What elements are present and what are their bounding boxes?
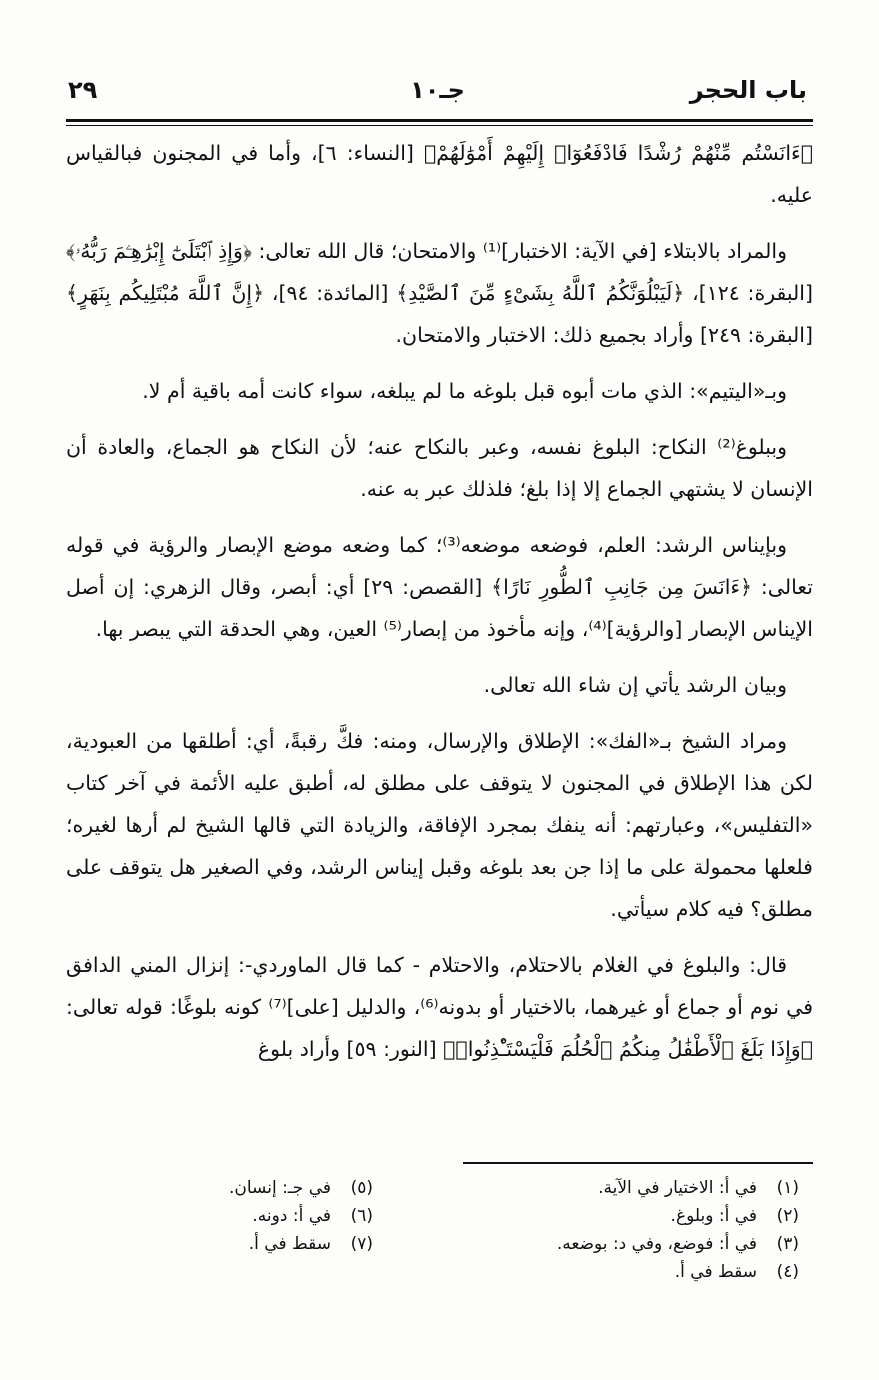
- paragraph: قال: والبلوغ في الغلام بالاحتلام، والاحتلام - كما قال الماوردي-: إنزال المني الدافق في نوم أو جماع أو غيرهما، بالاختيار أو بدونه⁽⁶⁾، والدليل [على]⁽⁷⁾ كونه بلوغًا: قوله تعالى: ﴿وَإِذَا بَلَغَ ٱلْأَطْفَٰلُ مِنكُمُ ٱلْحُلُمَ فَلْيَسْتَـْٔذِنُوا۟﴾ [النور: ٥٩] وأراد بلوغ: [66, 953, 813, 1061]
- page-number: ٢٩: [68, 76, 98, 104]
- footnote: (٥)في جـ: إنسان.: [228, 1178, 373, 1198]
- header-rule-thick: [66, 119, 813, 122]
- main-text: [66, 132, 813, 1084]
- header-rule-thin: [66, 125, 813, 126]
- footnotes-column-left: [113, 1174, 373, 1258]
- footnotes: [66, 1174, 813, 1314]
- footnote-separator: [463, 1162, 813, 1164]
- volume-label: جـ١٠: [410, 76, 465, 104]
- page-header: [68, 72, 807, 112]
- paragraph: وبيان الرشد يأتي إن شاء الله تعالى.: [483, 673, 787, 697]
- footnotes-column-right: [439, 1174, 799, 1286]
- chapter-title: باب الحجر: [689, 76, 807, 104]
- footnote: (٦)في أ: دونه.: [252, 1206, 373, 1226]
- paragraph: ومراد الشيخ بـ«الفك»: الإطلاق والإرسال، ومنه: فكَّ رقبةً، أي: أطلقها من العبودية، لكن هذا الإطلاق في المجنون لا يتوقف على مطلق له، أطبق عليه الأئمة في آخر كتاب «التفليس»، وعبارتهم: أنه ينفك بمجرد الإفاقة، والزيادة التي قالها الشيخ لم أرها لغيره؛ فلعلها محمولة على ما إذا جن بعد بلوغه وقبل إيناس الرشد، وفي الصغير هل يتوقف على مطلق؟ فيه كلام سيأتي.: [66, 729, 813, 921]
- footnote: (٢)في أ: وبلوغ.: [670, 1206, 799, 1226]
- paragraph: وببلوغ⁽²⁾ النكاح: البلوغ نفسه، وعبر بالنكاح عنه؛ لأن النكاح هو الجماع، والعادة أن الإنسان لا يشتهي الجماع إلا إذا بلغ؛ فلذلك عبر به عنه.: [66, 435, 813, 501]
- paragraph: ﴿ءَانَسْتُم مِّنْهُمْ رُشْدًا فَادْفَعُوٓا۟ إِلَيْهِمْ أَمْوَٰلَهُمْ﴾ [النساء: ٦]، وأما في المجنون فبالقياس عليه.: [66, 141, 813, 207]
- footnote: (١)في أ: الاختيار في الآية.: [598, 1178, 799, 1198]
- footnote: (٧)سقط في أ.: [248, 1234, 373, 1254]
- paragraph: وبإيناس الرشد: العلم، فوضعه موضعه⁽³⁾؛ كما وضعه موضع الإبصار والرؤية في قوله تعالى: ﴿ءَانَسَ مِن جَانِبِ ٱلطُّورِ نَارًا﴾ [القصص: ٢٩] أي: أبصر، وقال الزهري: إن أصل الإيناس الإبصار [والرؤية]⁽⁴⁾، وإنه مأخوذ من إبصار⁽⁵⁾ العين، وهي الحدقة التي يبصر بها.: [66, 533, 813, 641]
- footnote: (٣)في أ: فوضع، وفي د: بوضعه.: [556, 1234, 799, 1254]
- footnote: (٤)سقط في أ.: [674, 1262, 799, 1282]
- paragraph: والمراد بالابتلاء [في الآية: الاختبار]⁽¹⁾ والامتحان؛ قال الله تعالى: ﴿وَإِذِ ٱبْتَلَىٰٓ إِبْرَٰهِـۧمَ رَبُّهُۥ﴾ [البقرة: ١٢٤]، ﴿لَيَبْلُوَنَّكُمُ ٱللَّهُ بِشَىْءٍ مِّنَ ٱلصَّيْدِ﴾ [المائدة: ٩٤]، ﴿إِنَّ ٱللَّهَ مُبْتَلِيكُم بِنَهَرٍ﴾ [البقرة: ٢٤٩] وأراد بجميع ذلك: الاختبار والامتحان.: [66, 239, 813, 347]
- paragraph: وبـ«اليتيم»: الذي مات أبوه قبل بلوغه ما لم يبلغه، سواء كانت أمه باقية أم لا.: [142, 379, 787, 403]
